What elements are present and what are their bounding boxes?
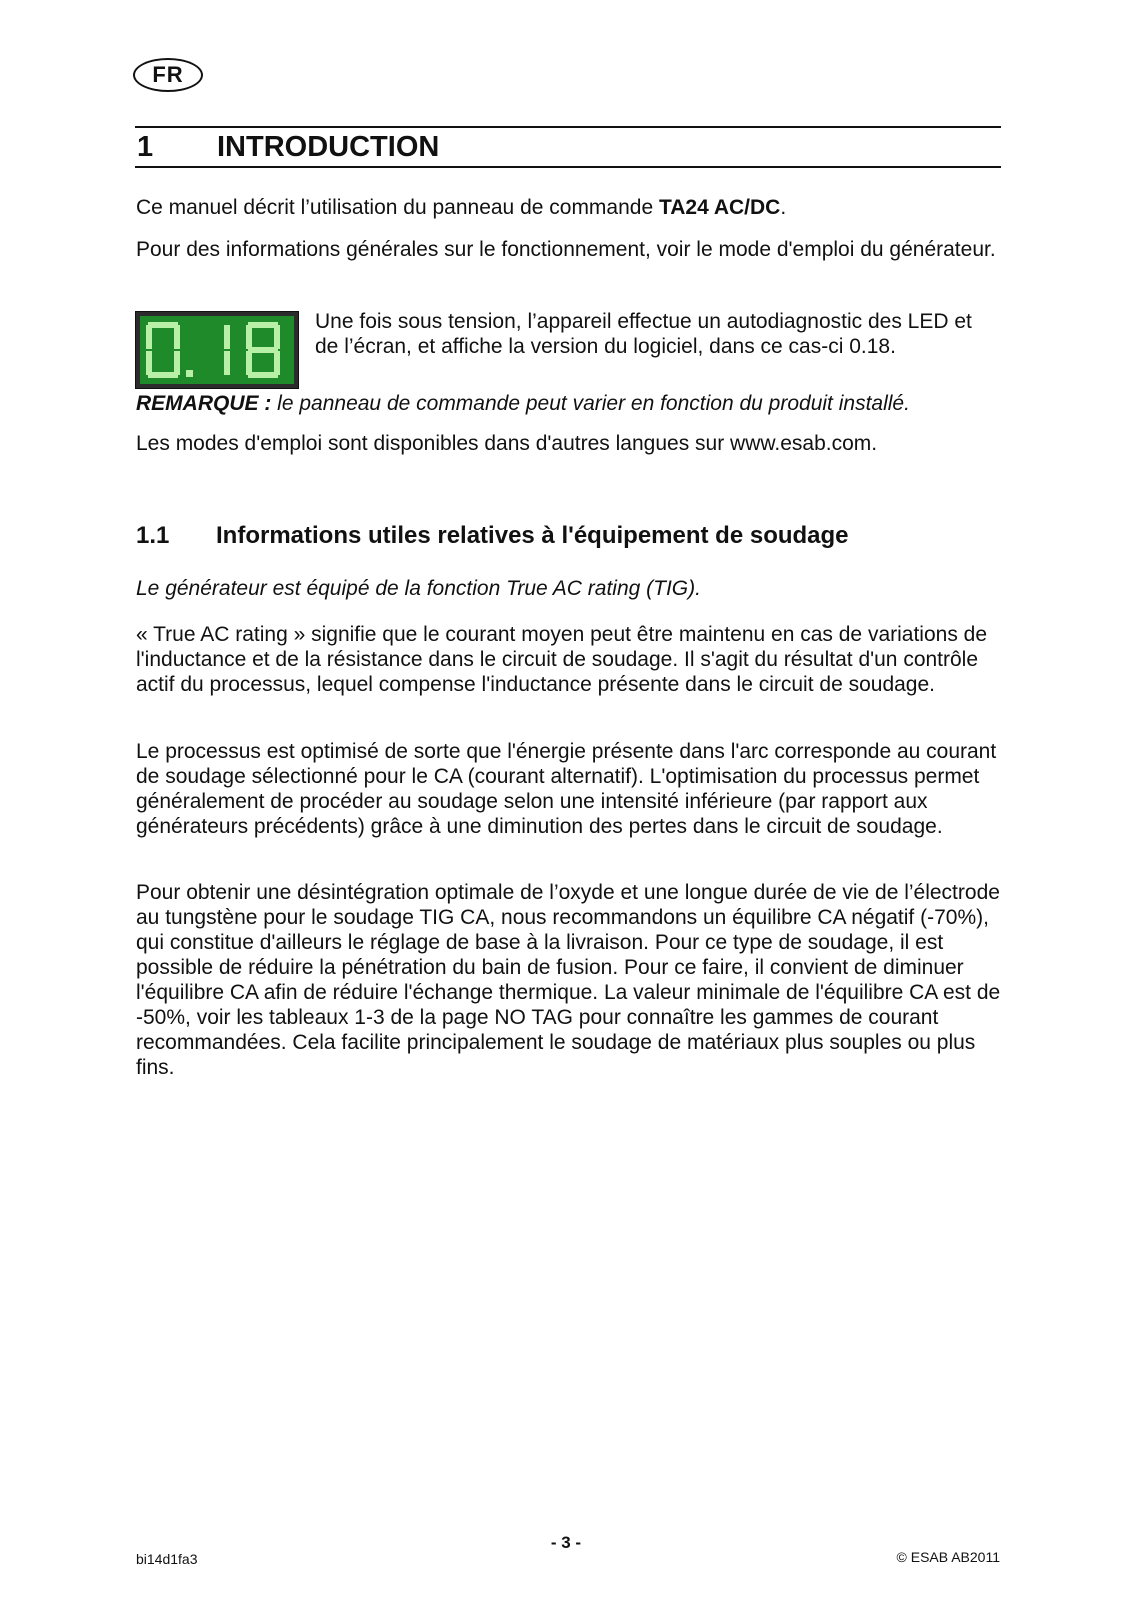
self-test-paragraph: Une fois sous tension, l’appareil effectue un autodiagnostic des LED et de l’écran, et affiche la version du logiciel, dans ce cas-ci 0.18.	[315, 310, 972, 358]
note-text: le panneau de commande peut varier en fonction du produit installé.	[271, 392, 910, 415]
true-ac-italic-paragraph: Le générateur est équipé de la fonction True AC rating (TIG).	[136, 577, 701, 600]
intro-paragraph-2: Pour des informations générales sur le fonctionnement, voir le mode d'emploi du générateur.	[136, 238, 996, 261]
page-number: - 3 -	[550, 1533, 582, 1552]
display-digits	[140, 316, 294, 384]
section-title: INTRODUCTION	[217, 131, 440, 163]
note-label: REMARQUE :	[136, 392, 272, 415]
section-heading	[135, 126, 1001, 168]
copyright: © ESAB AB2011	[896, 1549, 1000, 1565]
led-display-image	[135, 311, 299, 389]
note-paragraph	[136, 391, 1006, 416]
languages-paragraph: Les modes d'emploi sont disponibles dans d'autres langues sur www.esab.com.	[136, 432, 878, 455]
intro-p1-suffix: .	[780, 196, 787, 219]
subsection-number: 1.1	[136, 522, 170, 549]
intro-paragraph-1	[136, 195, 1006, 220]
process-paragraph: Le processus est optimisé de sorte que l'énergie présente dans l'arc corresponde au courant de soudage sélectionné pour le CA (courant alternatif). L'optimisation du processus permet généralement de procéder au soudage selon une intensité inférieure (par rapport aux générateurs précédents) grâce à une diminution des pertes dans le circuit de soudage.	[136, 740, 997, 838]
oxide-paragraph: Pour obtenir une désintégration optimale de l’oxyde et une longue durée de vie de l’électrode au tungstène pour le soudage TIG CA, nous recommandons un équilibre CA négatif (-70%), qui constitue d'ailleurs le réglage de base à la livraison. Pour ce type de soudage, il est possible de réduire la pénétration du bain de fusion. Pour ce faire, il convient de diminuer l'équilibre CA afin de réduire l'échange thermique. La valeur minimale de l'équilibre CA est de -50%, voir les tableaux 1-3 de la page NO TAG pour connaître les gammes de courant recommandées. Cela facilite principalement le soudage de matériaux plus souples ou plus fins.	[136, 881, 1001, 1079]
section-number: 1	[137, 131, 154, 163]
product-name: TA24 AC/DC	[658, 196, 781, 219]
document-code: bi14d1fa3	[136, 1551, 198, 1567]
true-ac-paragraph: « True AC rating » signifie que le courant moyen peut être maintenu en cas de variations de l'inductance et de la résistance dans le circuit de soudage. Il s'agit du résultat d'un contrôle actif du processus, lequel compense l'inductance présente dans le circuit de soudage.	[136, 623, 988, 696]
intro-p1-prefix: Ce manuel décrit l’utilisation du panneau de commande	[136, 196, 659, 219]
subsection-title: Informations utiles relatives à l'équipement de soudage	[216, 522, 849, 549]
language-badge: FR	[133, 58, 203, 92]
